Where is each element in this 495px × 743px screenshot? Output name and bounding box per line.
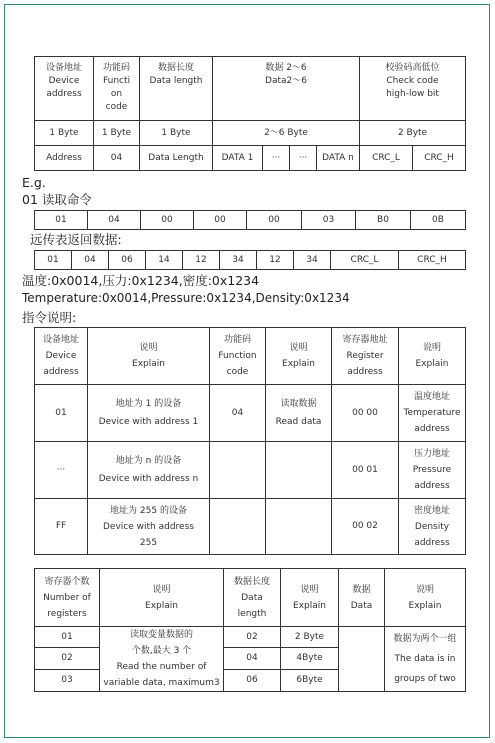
instr-cell: 00 02 — [332, 499, 399, 555]
read-command-table — [34, 210, 466, 230]
command-byte: 00 — [247, 211, 302, 230]
read-command-label: 01 读取命令 — [22, 192, 92, 207]
result-english: Temperature:0x0014,Pressure:0x1234,Density:0x1234 — [22, 291, 350, 305]
field-cell: CRC_H — [413, 146, 466, 171]
header-data-2-6: 数据 2〜6 Data2〜6 — [213, 57, 360, 121]
instr-cell: 地址为 255 的设备 Device with address 255 — [88, 499, 210, 555]
reply-table — [34, 250, 466, 270]
reply-byte: CRC_L — [331, 251, 399, 270]
reg-header: 数据 Data — [339, 569, 385, 627]
reply-byte: 12 — [183, 251, 220, 270]
frame-format-table — [34, 56, 466, 171]
field-cell: CRC_L — [360, 146, 413, 171]
command-byte: 00 — [194, 211, 247, 230]
reply-byte: 01 — [35, 251, 72, 270]
field-cell: DATA n — [317, 146, 360, 171]
reg-header: 说明 Explain — [100, 569, 224, 627]
instruction-label: 指令说明: — [22, 310, 77, 325]
instr-cell: 温度地址 Temperature address — [399, 385, 466, 442]
header-device-address: 设备地址 Device address — [35, 57, 94, 121]
instr-cell: FF — [35, 499, 88, 555]
reg-data — [339, 627, 385, 692]
reply-byte: 06 — [109, 251, 146, 270]
instr-cell — [210, 442, 266, 499]
result-chinese: 温度:0x0014,压力:0x1234,密度:0x1234 — [22, 273, 260, 288]
header-check-code: 校验码高低位 Check code high-low bit — [360, 57, 466, 121]
field-cell: Address — [35, 146, 94, 171]
reg-length: 02 — [224, 627, 281, 648]
instr-cell — [266, 442, 332, 499]
command-byte: 04 — [88, 211, 141, 230]
reply-byte: 34 — [294, 251, 331, 270]
reg-length: 04 — [224, 648, 281, 669]
register-table — [34, 568, 466, 692]
reg-header: 说明 Explain — [281, 569, 339, 627]
field-cell: ··· — [290, 146, 317, 171]
reg-count: 03 — [35, 669, 100, 691]
reply-label: 远传表返回数据: — [30, 232, 122, 247]
reg-length-explain: 4Byte — [281, 648, 339, 669]
instr-cell: 密度地址 Density address — [399, 499, 466, 555]
reg-header: 说明 Explain — [385, 569, 466, 627]
command-byte: 0B — [411, 211, 466, 230]
reg-count: 02 — [35, 648, 100, 669]
instr-header: 寄存器地址 Register address — [332, 328, 399, 385]
instr-cell: 读取数据 Read data — [266, 385, 332, 442]
reply-byte: 04 — [72, 251, 109, 270]
instr-cell: 00 01 — [332, 442, 399, 499]
reply-byte: CRC_H — [399, 251, 466, 270]
byte-cell: 1 Byte — [35, 121, 94, 146]
reg-length: 06 — [224, 669, 281, 691]
header-data-length: 数据长度 Data length — [140, 57, 213, 121]
byte-cell: 1 Byte — [94, 121, 140, 146]
reg-count: 01 — [35, 627, 100, 648]
instr-cell — [266, 499, 332, 555]
reply-byte: 34 — [220, 251, 257, 270]
instr-cell: 01 — [35, 385, 88, 442]
header-function-code: 功能码 Functi on code — [94, 57, 140, 121]
command-byte: 03 — [302, 211, 356, 230]
byte-cell: 1 Byte — [140, 121, 213, 146]
command-byte: 00 — [141, 211, 194, 230]
command-byte: B0 — [356, 211, 411, 230]
reg-count-explain: 读取变量数据的 个数,最大 3 个 Read the number of variable data, maximum3 — [100, 627, 224, 692]
instr-header: 说明 Explain — [88, 328, 210, 385]
instr-cell: 04 — [210, 385, 266, 442]
instr-header: 设备地址 Device address — [35, 328, 88, 385]
instr-header: 说明 Explain — [399, 328, 466, 385]
byte-cell: 2〜6 Byte — [213, 121, 360, 146]
instr-cell — [210, 499, 266, 555]
instr-cell: 地址为 n 的设备 Device with address n — [88, 442, 210, 499]
instr-cell: 压力地址 Pressure address — [399, 442, 466, 499]
instr-cell: 地址为 1 的设备 Device with address 1 — [88, 385, 210, 442]
instr-cell: 00 00 — [332, 385, 399, 442]
reg-length-explain: 6Byte — [281, 669, 339, 691]
field-cell: ··· — [263, 146, 290, 171]
instruction-table — [34, 327, 466, 555]
field-cell: DATA 1 — [213, 146, 263, 171]
reg-length-explain: 2 Byte — [281, 627, 339, 648]
reg-header: 寄存器个数 Number of registers — [35, 569, 100, 627]
field-cell: 04 — [94, 146, 140, 171]
instr-header: 说明 Explain — [266, 328, 332, 385]
reply-byte: 14 — [146, 251, 183, 270]
reply-byte: 12 — [257, 251, 294, 270]
reg-data-explain: 数据为两个一组 The data is in groups of two — [385, 627, 466, 692]
instr-header: 功能码 Function code — [210, 328, 266, 385]
command-byte: 01 — [35, 211, 88, 230]
instr-cell: ··· — [35, 442, 88, 499]
field-cell: Data Length — [140, 146, 213, 171]
eg-label: E.g. — [22, 175, 46, 190]
byte-cell: 2 Byte — [360, 121, 466, 146]
reg-header: 数据长度 Data length — [224, 569, 281, 627]
